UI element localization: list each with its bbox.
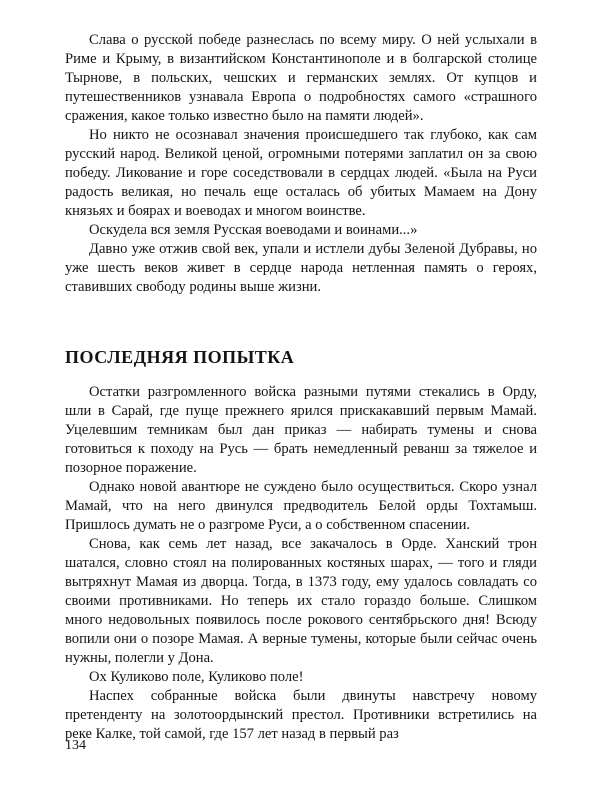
paragraph: Слава о русской победе разнеслась по всему миру. О ней услыхали в Риме и Крыму, в византийском Константинополе и в болгарской столице Тырнове, в польских, чешских и германских землях. От купцов и путешественников узнавала Европа о подробностях самого «страшного сражения, какое только известно было на памяти людей». <box>65 32 537 124</box>
paragraph: Наспех собранные войска были двинуты навстречу новому претенденту на золотоордынский престол. Противники встретились на реке Калке, той самой, где 157 лет назад в первый раз <box>65 688 537 742</box>
paragraph: Оскудела вся земля Русская воеводами и воинами...» <box>89 222 418 238</box>
paragraph: Остатки разгромленного войска разными путями стекались в Орду, шли в Сарай, где пуще прежнего ярился прискакавший первым Мамай. Уцелевшим темникам был дан приказ — набирать тумены и снова готовиться к походу на Русь — брать немедленный реванш за тяжелое и позорное поражение. <box>65 384 537 476</box>
text-block-victory <box>65 31 537 297</box>
paragraph: Снова, как семь лет назад, все закачалось в Орде. Ханский трон шатался, словно стоял на полированных костяных шарах, — того и гляди вытряхнут Мамая из дворца. Тогда, в 1373 году, ему удалось совладать со своими противниками. Но теперь их стало гораздо больше. Слишком много недовольных появилось после рокового сентябрьского дня! Всюду вопили они о позоре Мамая. А верные тумены, которые были сейчас очень нужны, полегли у Дона. <box>65 536 537 666</box>
section-heading: ПОСЛЕДНЯЯ ПОПЫТКА <box>65 347 295 367</box>
paragraph: Ох Куликово поле, Куликово поле! <box>89 669 304 685</box>
text-block-last-attempt <box>65 383 537 744</box>
page-number: 134 <box>65 738 86 753</box>
paragraph: Однако новой авантюре не суждено было осуществиться. Скоро узнал Мамай, что на него двинулся предводитель Белой орды Тохтамыш. Пришлось думать не о разгроме Руси, а о собственном спасении. <box>65 479 537 533</box>
paragraph: Давно уже отжив свой век, упали и истлели дубы Зеленой Дубравы, но уже шесть веков живет в сердце народа нетленная память о героях, ставивших свободу родины выше жизни. <box>65 241 537 295</box>
paragraph: Но никто не осознавал значения происшедшего так глубоко, как сам русский народ. Великой ценой, огромными потерями заплатил он за свою победу. Ликование и горе соседствовали в сердцах людей. «Была на Руси радость великая, но печаль еще осталась об убитых Мамаем на Дону князьях и боярах и воеводах и многом воинстве. <box>65 127 537 219</box>
